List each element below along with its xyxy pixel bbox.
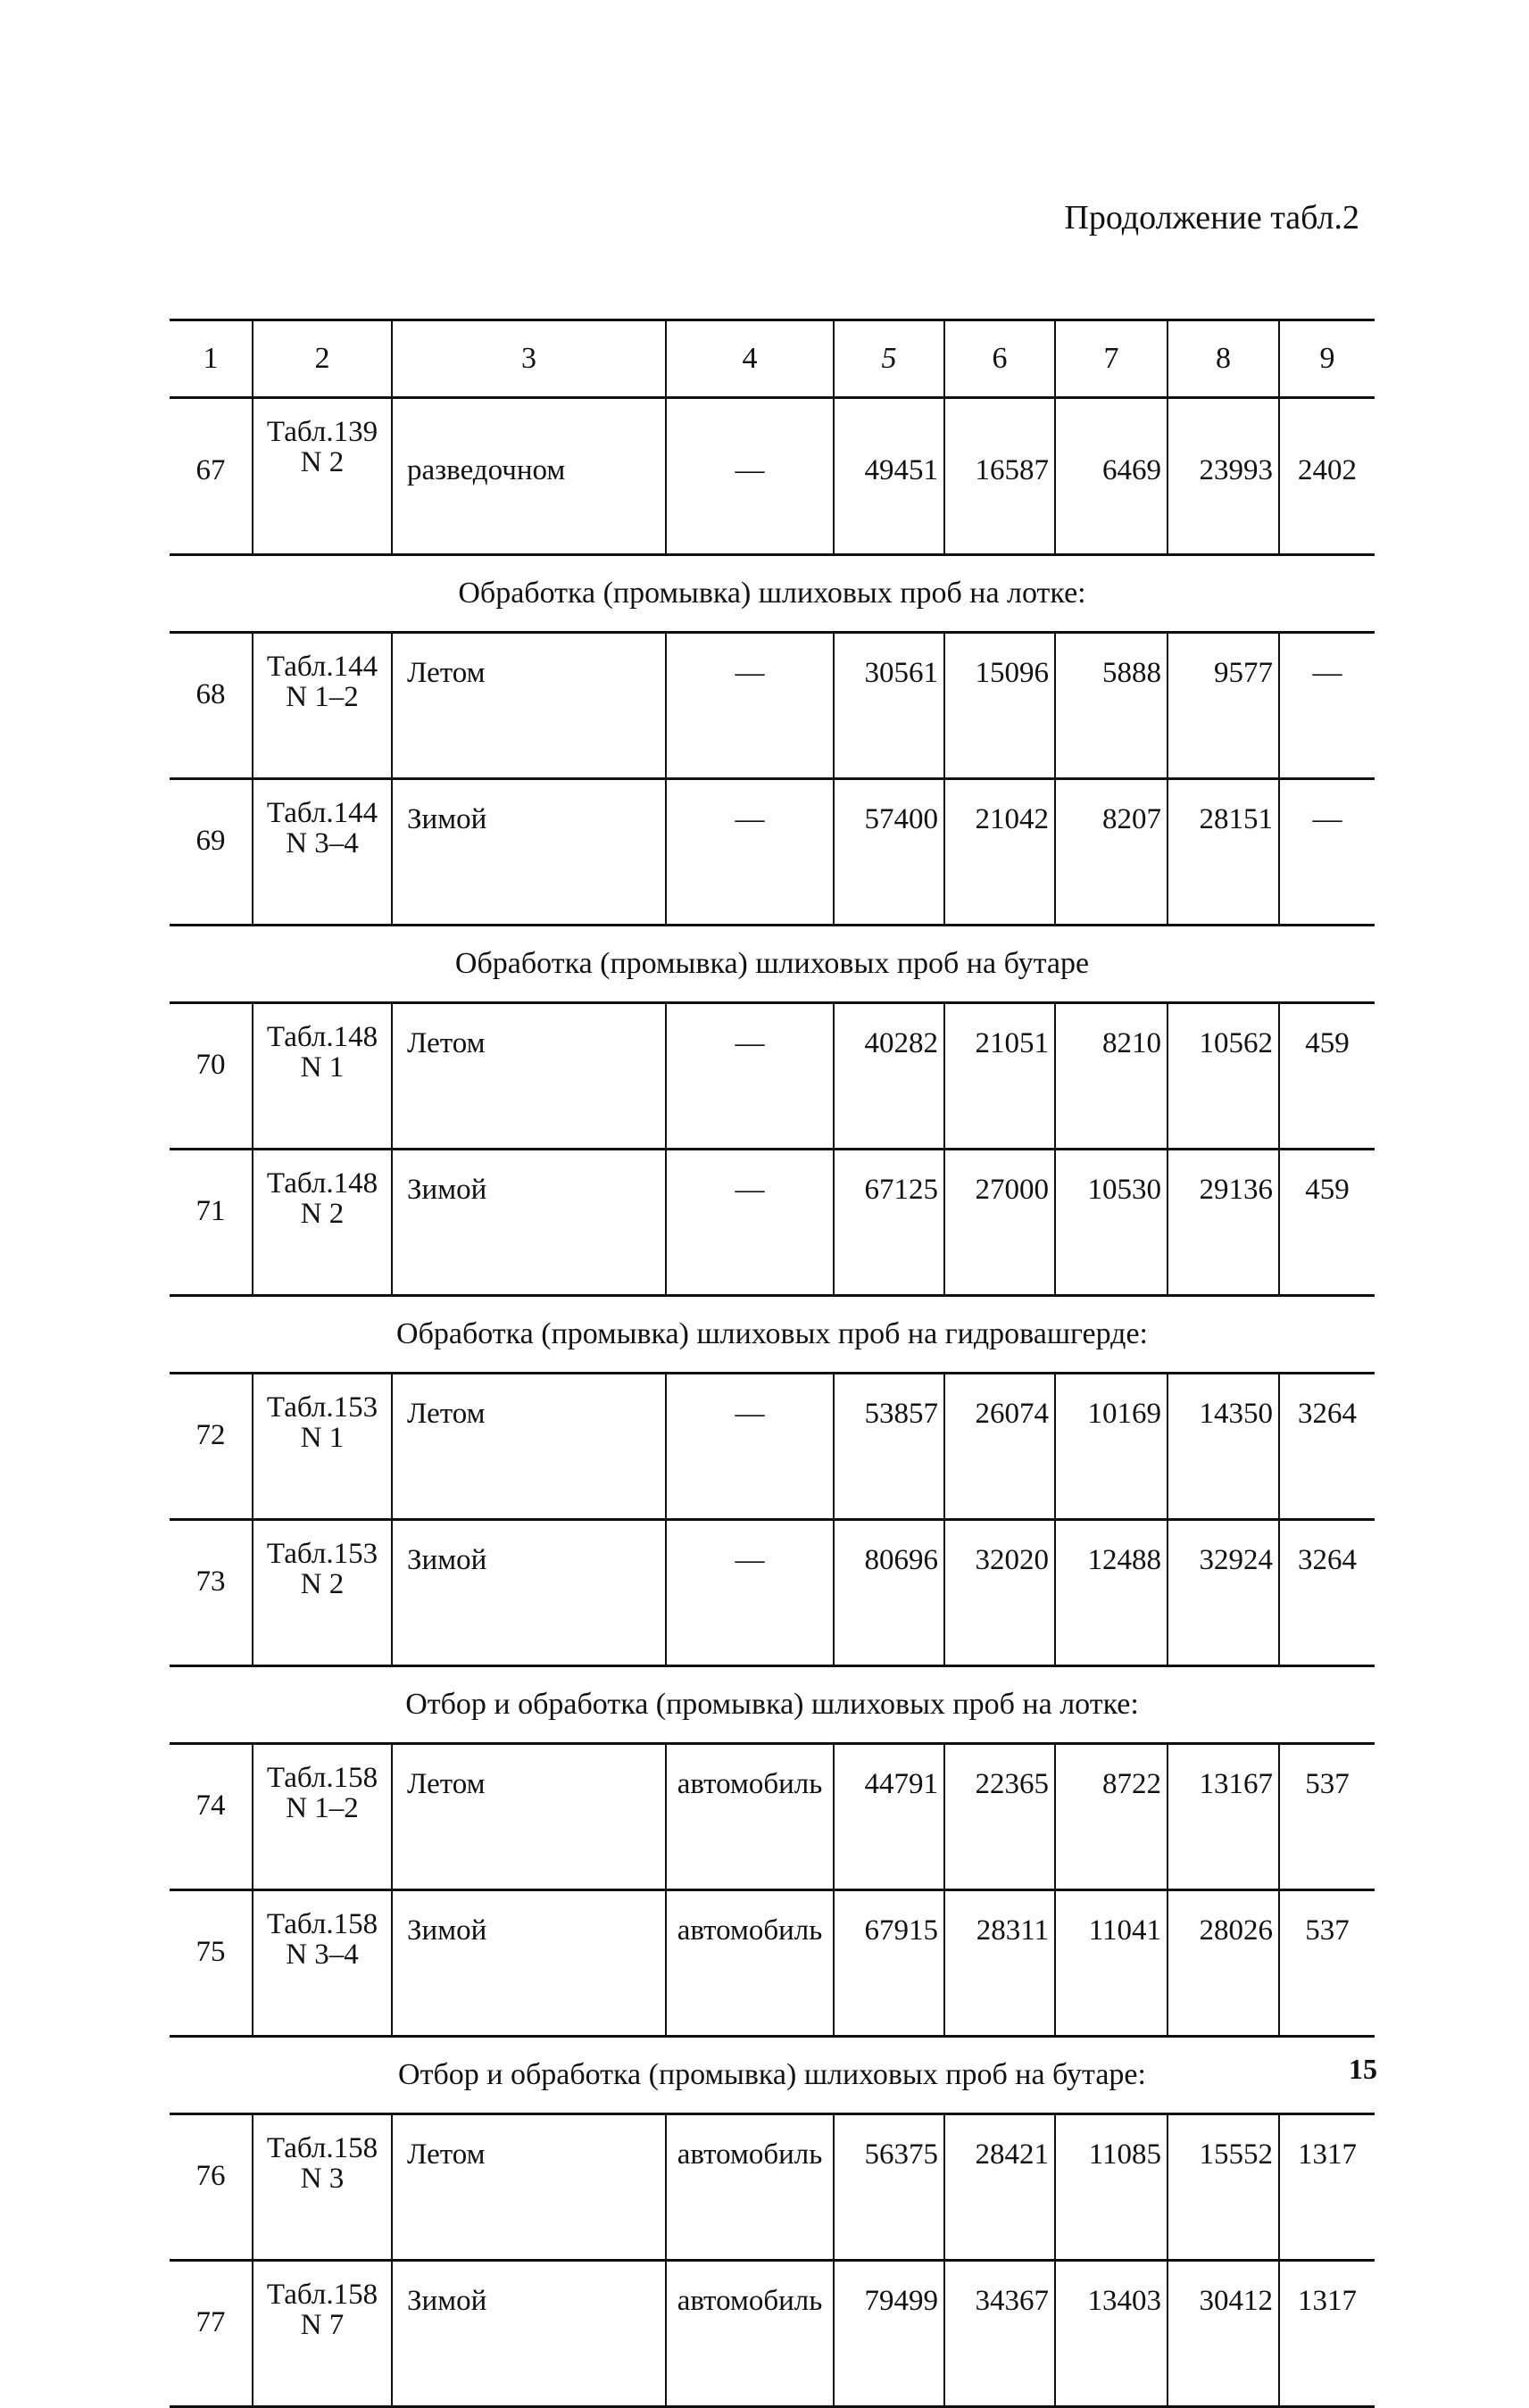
value-col7: 12488	[1055, 1520, 1168, 1666]
column-header: 6	[944, 320, 1055, 398]
value-col7: 5888	[1055, 633, 1168, 779]
column-header: 3	[392, 320, 666, 398]
row-number: 73	[170, 1520, 253, 1666]
work-name: Зимой	[392, 2261, 666, 2407]
value-col6: 28311	[944, 1890, 1055, 2037]
value-col5: 79499	[834, 2261, 944, 2407]
work-name: Зимой	[392, 1150, 666, 1296]
value-col6: 26074	[944, 1374, 1055, 1520]
table-row	[170, 1150, 1375, 1296]
value-col8: 13167	[1168, 1744, 1279, 1890]
value-col7: 11085	[1055, 2114, 1168, 2261]
table-row	[170, 2114, 1375, 2261]
value-col9: 3264	[1279, 1520, 1375, 1666]
value-col5: 56375	[834, 2114, 944, 2261]
table-row	[170, 1744, 1375, 1890]
reference-table: Табл.139	[266, 416, 378, 448]
value-col8: 28026	[1168, 1890, 1279, 2037]
reference-cell	[253, 2114, 392, 2261]
transport-cell: —	[666, 1374, 834, 1520]
transport-cell: —	[666, 1150, 834, 1296]
work-name: Летом	[392, 633, 666, 779]
row-number: 71	[170, 1150, 253, 1296]
group-heading: Обработка (промывка) шлиховых проб на лотке:	[170, 555, 1375, 633]
value-col8: 9577	[1168, 633, 1279, 779]
table-row	[170, 398, 1375, 555]
value-col5: 49451	[834, 398, 944, 555]
value-col7: 13403	[1055, 2261, 1168, 2407]
reference-cell	[253, 633, 392, 779]
value-col9: 459	[1279, 1150, 1375, 1296]
table-row	[170, 1520, 1375, 1666]
reference-table: Табл.144	[266, 797, 378, 829]
reference-table: Табл.144	[266, 651, 378, 683]
reference-number: N 1	[300, 1422, 345, 1454]
work-name: Летом	[392, 1744, 666, 1890]
column-header: 1	[170, 320, 253, 398]
work-name: Летом	[392, 1374, 666, 1520]
reference-table: Табл.158	[266, 2132, 378, 2164]
value-col8: 14350	[1168, 1374, 1279, 1520]
transport-cell: —	[666, 1003, 834, 1150]
value-col8: 29136	[1168, 1150, 1279, 1296]
table-row	[170, 1374, 1375, 1520]
value-col9: 537	[1279, 1890, 1375, 2037]
row-number: 70	[170, 1003, 253, 1150]
value-col8: 15552	[1168, 2114, 1279, 2261]
value-col7: 6469	[1055, 398, 1168, 555]
group-heading-row	[170, 2037, 1375, 2114]
row-number: 77	[170, 2261, 253, 2407]
transport-cell: —	[666, 398, 834, 555]
reference-table: Табл.158	[266, 1908, 378, 1940]
reference-number: N 1–2	[286, 1792, 359, 1824]
group-heading-row	[170, 1666, 1375, 1744]
row-number: 69	[170, 779, 253, 926]
reference-table: Табл.158	[266, 1762, 378, 1794]
work-name: Летом	[392, 1003, 666, 1150]
value-col5: 80696	[834, 1520, 944, 1666]
value-col6: 21051	[944, 1003, 1055, 1150]
value-col6: 21042	[944, 779, 1055, 926]
transport-cell: —	[666, 1520, 834, 1666]
column-header: 8	[1168, 320, 1279, 398]
transport-cell: автомобиль	[666, 1744, 834, 1890]
work-name: Зимой	[392, 779, 666, 926]
data-table	[170, 319, 1375, 2408]
group-heading-row	[170, 555, 1375, 633]
transport-cell: —	[666, 779, 834, 926]
work-name: Летом	[392, 2114, 666, 2261]
reference-cell	[253, 779, 392, 926]
reference-number: N 3–4	[286, 1939, 359, 1971]
transport-cell: автомобиль	[666, 2261, 834, 2407]
value-col6: 32020	[944, 1520, 1055, 1666]
table-row	[170, 1890, 1375, 2037]
column-header: 7	[1055, 320, 1168, 398]
reference-number: N 1	[300, 1051, 345, 1084]
value-col6: 28421	[944, 2114, 1055, 2261]
value-col8: 10562	[1168, 1003, 1279, 1150]
table-caption: Продолжение табл.2	[1064, 199, 1359, 237]
group-heading: Отбор и обработка (промывка) шлиховых проб на лотке:	[170, 1666, 1375, 1744]
reference-cell	[253, 1374, 392, 1520]
page-number: 15	[1349, 2053, 1377, 2085]
column-header: 5	[834, 320, 944, 398]
column-header: 4	[666, 320, 834, 398]
work-name: Зимой	[392, 1890, 666, 2037]
row-number: 72	[170, 1374, 253, 1520]
value-col5: 44791	[834, 1744, 944, 1890]
value-col9: 2402	[1279, 398, 1375, 555]
row-number: 68	[170, 633, 253, 779]
row-number: 67	[170, 398, 253, 555]
value-col5: 57400	[834, 779, 944, 926]
transport-cell: автомобиль	[666, 2114, 834, 2261]
value-col9: 1317	[1279, 2261, 1375, 2407]
value-col6: 15096	[944, 633, 1055, 779]
group-heading: Отбор и обработка (промывка) шлиховых проб на бутаре:	[170, 2037, 1375, 2114]
value-col7: 11041	[1055, 1890, 1168, 2037]
reference-cell	[253, 1003, 392, 1150]
reference-number: N 1–2	[286, 681, 359, 713]
reference-cell	[253, 1890, 392, 2037]
reference-number: N 3–4	[286, 827, 359, 859]
transport-cell: автомобиль	[666, 1890, 834, 2037]
reference-number: N 7	[300, 2309, 345, 2341]
value-col8: 28151	[1168, 779, 1279, 926]
group-heading-row	[170, 1296, 1375, 1374]
transport-cell: —	[666, 633, 834, 779]
reference-table: Табл.153	[266, 1391, 378, 1424]
value-col7: 10530	[1055, 1150, 1168, 1296]
value-col9: —	[1279, 779, 1375, 926]
row-number: 74	[170, 1744, 253, 1890]
value-col6: 34367	[944, 2261, 1055, 2407]
reference-cell	[253, 1744, 392, 1890]
value-col6: 27000	[944, 1150, 1055, 1296]
value-col9: 1317	[1279, 2114, 1375, 2261]
value-col5: 40282	[834, 1003, 944, 1150]
reference-table: Табл.148	[266, 1167, 378, 1200]
value-col6: 22365	[944, 1744, 1055, 1890]
reference-cell	[253, 398, 392, 555]
reference-number: N 2	[300, 1198, 345, 1230]
table-row	[170, 633, 1375, 779]
value-col8: 30412	[1168, 2261, 1279, 2407]
value-col7: 8722	[1055, 1744, 1168, 1890]
column-header: 2	[253, 320, 392, 398]
value-col5: 30561	[834, 633, 944, 779]
reference-number: N 2	[300, 1568, 345, 1600]
value-col7: 10169	[1055, 1374, 1168, 1520]
reference-table: Табл.148	[266, 1021, 378, 1053]
value-col7: 8210	[1055, 1003, 1168, 1150]
table-row	[170, 2261, 1375, 2407]
value-col9: 3264	[1279, 1374, 1375, 1520]
reference-cell	[253, 2261, 392, 2407]
row-number: 76	[170, 2114, 253, 2261]
table-row	[170, 779, 1375, 926]
group-heading: Обработка (промывка) шлиховых проб на гидровашгерде:	[170, 1296, 1375, 1374]
value-col9: 459	[1279, 1003, 1375, 1150]
group-heading: Обработка (промывка) шлиховых проб на бутаре	[170, 926, 1375, 1003]
reference-table: Табл.153	[266, 1538, 378, 1570]
column-header-row	[170, 320, 1375, 398]
value-col8: 23993	[1168, 398, 1279, 555]
work-name: разведочном	[392, 398, 666, 555]
column-header: 9	[1279, 320, 1375, 398]
value-col5: 53857	[834, 1374, 944, 1520]
row-number: 75	[170, 1890, 253, 2037]
value-col5: 67125	[834, 1150, 944, 1296]
value-col6: 16587	[944, 398, 1055, 555]
value-col9: —	[1279, 633, 1375, 779]
reference-table: Табл.158	[266, 2279, 378, 2311]
reference-cell	[253, 1520, 392, 1666]
table-row	[170, 1003, 1375, 1150]
cost-table	[170, 319, 1375, 2408]
value-col9: 537	[1279, 1744, 1375, 1890]
group-heading-row	[170, 926, 1375, 1003]
reference-number: N 2	[300, 446, 345, 478]
work-name: Зимой	[392, 1520, 666, 1666]
value-col8: 32924	[1168, 1520, 1279, 1666]
reference-cell	[253, 1150, 392, 1296]
value-col7: 8207	[1055, 779, 1168, 926]
value-col5: 67915	[834, 1890, 944, 2037]
reference-number: N 3	[300, 2163, 345, 2195]
